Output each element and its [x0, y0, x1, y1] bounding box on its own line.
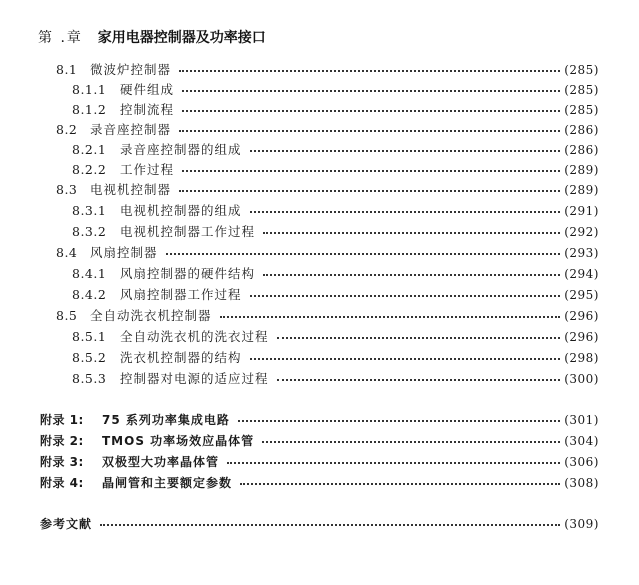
page-number: (286) [564, 123, 599, 137]
dot-leader [179, 130, 560, 132]
dot-leader [179, 190, 560, 192]
section-number: 8.5.3 [72, 371, 107, 386]
section-title: 电视机控制器的组成 [120, 203, 242, 218]
section-number: 8.3 [56, 182, 78, 197]
section-number: 8.4 [56, 245, 78, 260]
toc-entry-appendix[interactable] [40, 474, 599, 492]
section-title: 录音座控制器 [90, 122, 172, 137]
dot-leader [250, 295, 561, 297]
appendix-title: 双极型大功率晶体管 [102, 455, 220, 469]
section-number: 8.4.1 [72, 266, 107, 281]
section-title: 全自动洗衣机控制器 [90, 308, 212, 323]
toc-entry-section[interactable] [56, 307, 599, 325]
section-number: 8.2.1 [72, 142, 107, 157]
toc-entry-subsection[interactable] [72, 101, 599, 119]
page-number: (289) [564, 183, 599, 197]
page-number: (309) [564, 517, 599, 531]
dot-leader [250, 211, 561, 213]
toc-entry-section[interactable] [56, 181, 599, 199]
toc-entry-subsection[interactable] [72, 370, 599, 388]
page-number: (300) [564, 372, 599, 386]
section-title: 录音座控制器的组成 [120, 142, 242, 157]
section-title: 控制器对电源的适应过程 [120, 371, 269, 386]
section-number: 8.1.1 [72, 82, 107, 97]
dot-leader [277, 337, 561, 339]
toc-entry-subsection[interactable] [72, 349, 599, 367]
toc-entry-subsection[interactable] [72, 161, 599, 179]
page-number: (304) [564, 434, 599, 448]
section-number: 8.1 [56, 62, 78, 77]
section-title: 风扇控制器工作过程 [120, 287, 242, 302]
section-title: 工作过程 [120, 162, 175, 177]
section-number: 8.5.2 [72, 350, 107, 365]
section-number: 8.4.2 [72, 287, 107, 302]
appendix-title: 晶闸管和主要额定参数 [102, 476, 233, 490]
dot-leader [182, 170, 560, 172]
appendix-label: 附录 4: [40, 476, 84, 490]
page-number: (289) [564, 163, 599, 177]
section-number: 8.5.1 [72, 329, 107, 344]
page-number: (291) [564, 204, 599, 218]
section-title: 风扇控制器 [90, 245, 158, 260]
page-number: (285) [564, 83, 599, 97]
toc-entry-references[interactable] [40, 515, 599, 533]
chapter-heading [38, 27, 266, 47]
toc-entry-subsection[interactable] [72, 141, 599, 159]
page-number: (286) [564, 143, 599, 157]
toc-entry-appendix[interactable] [40, 453, 599, 471]
appendix-title: TMOS 功率场效应晶体管 [102, 434, 255, 448]
appendix-label: 附录 2: [40, 434, 84, 448]
section-number: 8.3.1 [72, 203, 107, 218]
section-number: 8.5 [56, 308, 78, 323]
section-title: 洗衣机控制器的结构 [120, 350, 242, 365]
page-number: (296) [564, 309, 599, 323]
dot-leader [262, 441, 560, 443]
appendix-label: 附录 3: [40, 455, 84, 469]
page-number: (295) [564, 288, 599, 302]
section-title: 电视机控制器工作过程 [120, 224, 256, 239]
section-title: 硬件组成 [120, 82, 175, 97]
dot-leader [277, 379, 561, 381]
appendix-label: 附录 1: [40, 413, 84, 427]
page-number: (285) [564, 63, 599, 77]
toc-entry-subsection[interactable] [72, 286, 599, 304]
dot-leader [100, 524, 560, 526]
section-title: 控制流程 [120, 102, 175, 117]
toc-entry-section[interactable] [56, 121, 599, 139]
page-number: (308) [564, 476, 599, 490]
chapter-title: 家用电器控制器及功率接口 [97, 30, 266, 46]
dot-leader [238, 420, 560, 422]
toc-entry-appendix[interactable] [40, 432, 599, 450]
toc-entry-subsection[interactable] [72, 81, 599, 99]
page-number: (306) [564, 455, 599, 469]
section-number: 8.1.2 [72, 102, 107, 117]
dot-leader [220, 316, 561, 318]
appendix-title: 75 系列功率集成电路 [102, 413, 230, 427]
dot-leader [250, 358, 561, 360]
page-number: (298) [564, 351, 599, 365]
page-number: (301) [564, 413, 599, 427]
section-title: 微波炉控制器 [90, 62, 172, 77]
section-title: 电视机控制器 [90, 182, 172, 197]
chapter-number: 第 .章 [38, 30, 83, 46]
dot-leader [182, 110, 560, 112]
dot-leader [182, 90, 560, 92]
dot-leader [166, 253, 561, 255]
toc-entry-subsection[interactable] [72, 223, 599, 241]
toc-entry-subsection[interactable] [72, 202, 599, 220]
section-number: 8.2.2 [72, 162, 107, 177]
section-title: 风扇控制器的硬件结构 [120, 266, 256, 281]
references-title: 参考文献 [40, 517, 93, 531]
section-number: 8.2 [56, 122, 78, 137]
section-number: 8.3.2 [72, 224, 107, 239]
toc-entry-subsection[interactable] [72, 328, 599, 346]
toc-entry-section[interactable] [56, 244, 599, 262]
page-number: (292) [564, 225, 599, 239]
page-number: (294) [564, 267, 599, 281]
dot-leader [250, 150, 561, 152]
toc-entry-appendix[interactable] [40, 411, 599, 429]
dot-leader [227, 462, 560, 464]
toc-entry-section[interactable] [56, 61, 599, 79]
toc-entry-subsection[interactable] [72, 265, 599, 283]
page-number: (296) [564, 330, 599, 344]
section-title: 全自动洗衣机的洗衣过程 [120, 329, 269, 344]
dot-leader [240, 483, 560, 485]
page-number: (285) [564, 103, 599, 117]
page-number: (293) [564, 246, 599, 260]
dot-leader [179, 70, 560, 72]
dot-leader [263, 232, 560, 234]
dot-leader [263, 274, 560, 276]
